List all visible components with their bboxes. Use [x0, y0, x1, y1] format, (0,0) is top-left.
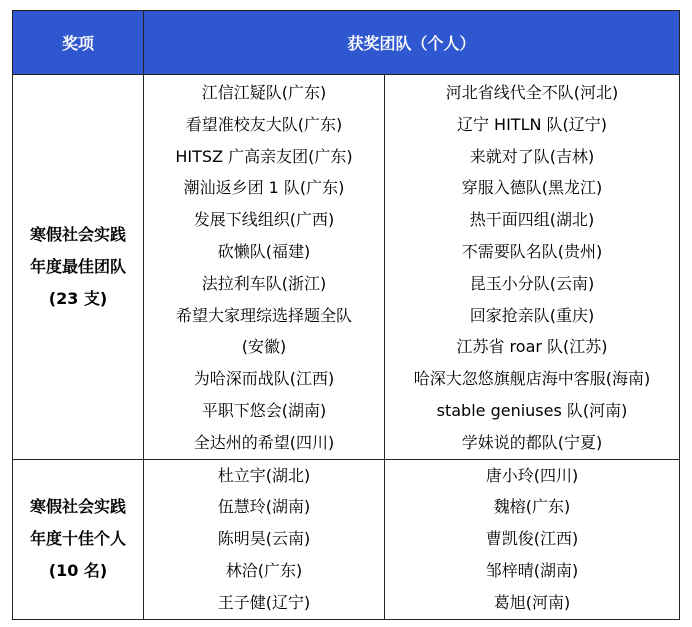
category-line: 寒假社会实践: [29, 224, 126, 244]
header-winners: 获奖团队（个人）: [144, 11, 680, 75]
category-cell: [13, 75, 144, 460]
winner-entry: 邹梓晴(湖南): [485, 560, 579, 580]
winner-entry: 陈明昊(云南): [217, 529, 311, 549]
winner-entry: 魏榕(广东): [493, 497, 571, 517]
winner-entry: 热干面四组(湖北): [469, 210, 595, 230]
winner-entry: 江信江疑队(广东): [201, 83, 327, 102]
winner-entry: 学妹说的都队(宁夏): [461, 432, 603, 452]
category-line: (23 支): [48, 288, 108, 308]
winner-entry: 葛旭(河南): [493, 592, 571, 612]
winner-entry: 伍慧玲(湖南): [217, 497, 311, 517]
winners-left-column: [144, 459, 385, 619]
winner-entry: 看望准校友大队(广东): [185, 114, 343, 134]
winner-entry: 回家抢亲队(重庆): [469, 305, 595, 325]
winner-entry: 全达州的希望(四川): [193, 432, 335, 452]
winner-entry: 曹凯俊(江西): [485, 529, 579, 549]
winners-left-column: [144, 75, 385, 460]
winner-entry: (安徽): [241, 337, 287, 357]
winners-right-column: [385, 459, 680, 619]
winner-entry: 林洽(广东): [225, 560, 303, 580]
winner-entry: 砍懒队(福建): [217, 241, 311, 261]
header-row: [13, 11, 680, 75]
category-line: (10 名): [48, 561, 108, 581]
category-line: 年度最佳团队: [29, 256, 126, 276]
winner-entry: 江苏省 roar 队(江苏): [456, 337, 608, 357]
winner-entry: stable geniuses 队(河南): [436, 400, 628, 420]
winner-entry: 为哈深而战队(江西): [193, 369, 335, 389]
winner-entry: 潮汕返乡团 1 队(广东): [183, 178, 345, 198]
category-line: 寒假社会实践: [29, 497, 126, 517]
winner-entry: 唐小玲(四川): [485, 465, 579, 485]
category-line: 年度十佳个人: [29, 529, 126, 549]
winner-entry: 来就对了队(吉林): [469, 146, 595, 166]
winner-entry: 杜立宇(湖北): [217, 465, 311, 485]
winner-entry: 法拉利车队(浙江): [201, 273, 327, 293]
winner-entry: 希望大家理综选择题全队: [175, 305, 352, 325]
awards-table: [12, 10, 680, 620]
winner-entry: 昆玉小分队(云南): [469, 273, 595, 293]
winner-entry: 王子健(辽宁): [217, 592, 311, 612]
header-award: 奖项: [13, 11, 144, 75]
winner-entry: 发展下线组织(广西): [193, 210, 335, 230]
category-cell: [13, 459, 144, 619]
section-top-ten-individuals: [13, 459, 680, 619]
winner-entry: 不需要队名队(贵州): [461, 241, 603, 261]
section-best-team: [13, 75, 680, 460]
winner-entry: 辽宁 HITLN 队(辽宁): [456, 114, 608, 134]
winners-right-column: [385, 75, 680, 460]
winner-entry: 哈深大忽悠旗舰店海中客服(海南): [413, 369, 651, 389]
winner-entry: HITSZ 广高亲友团(广东): [175, 146, 353, 166]
winner-entry: 穿服入德队(黑龙江): [461, 178, 603, 198]
winner-entry: 平职下悠会(湖南): [201, 400, 327, 420]
winner-entry: 河北省线代全不队(河北): [445, 83, 619, 102]
